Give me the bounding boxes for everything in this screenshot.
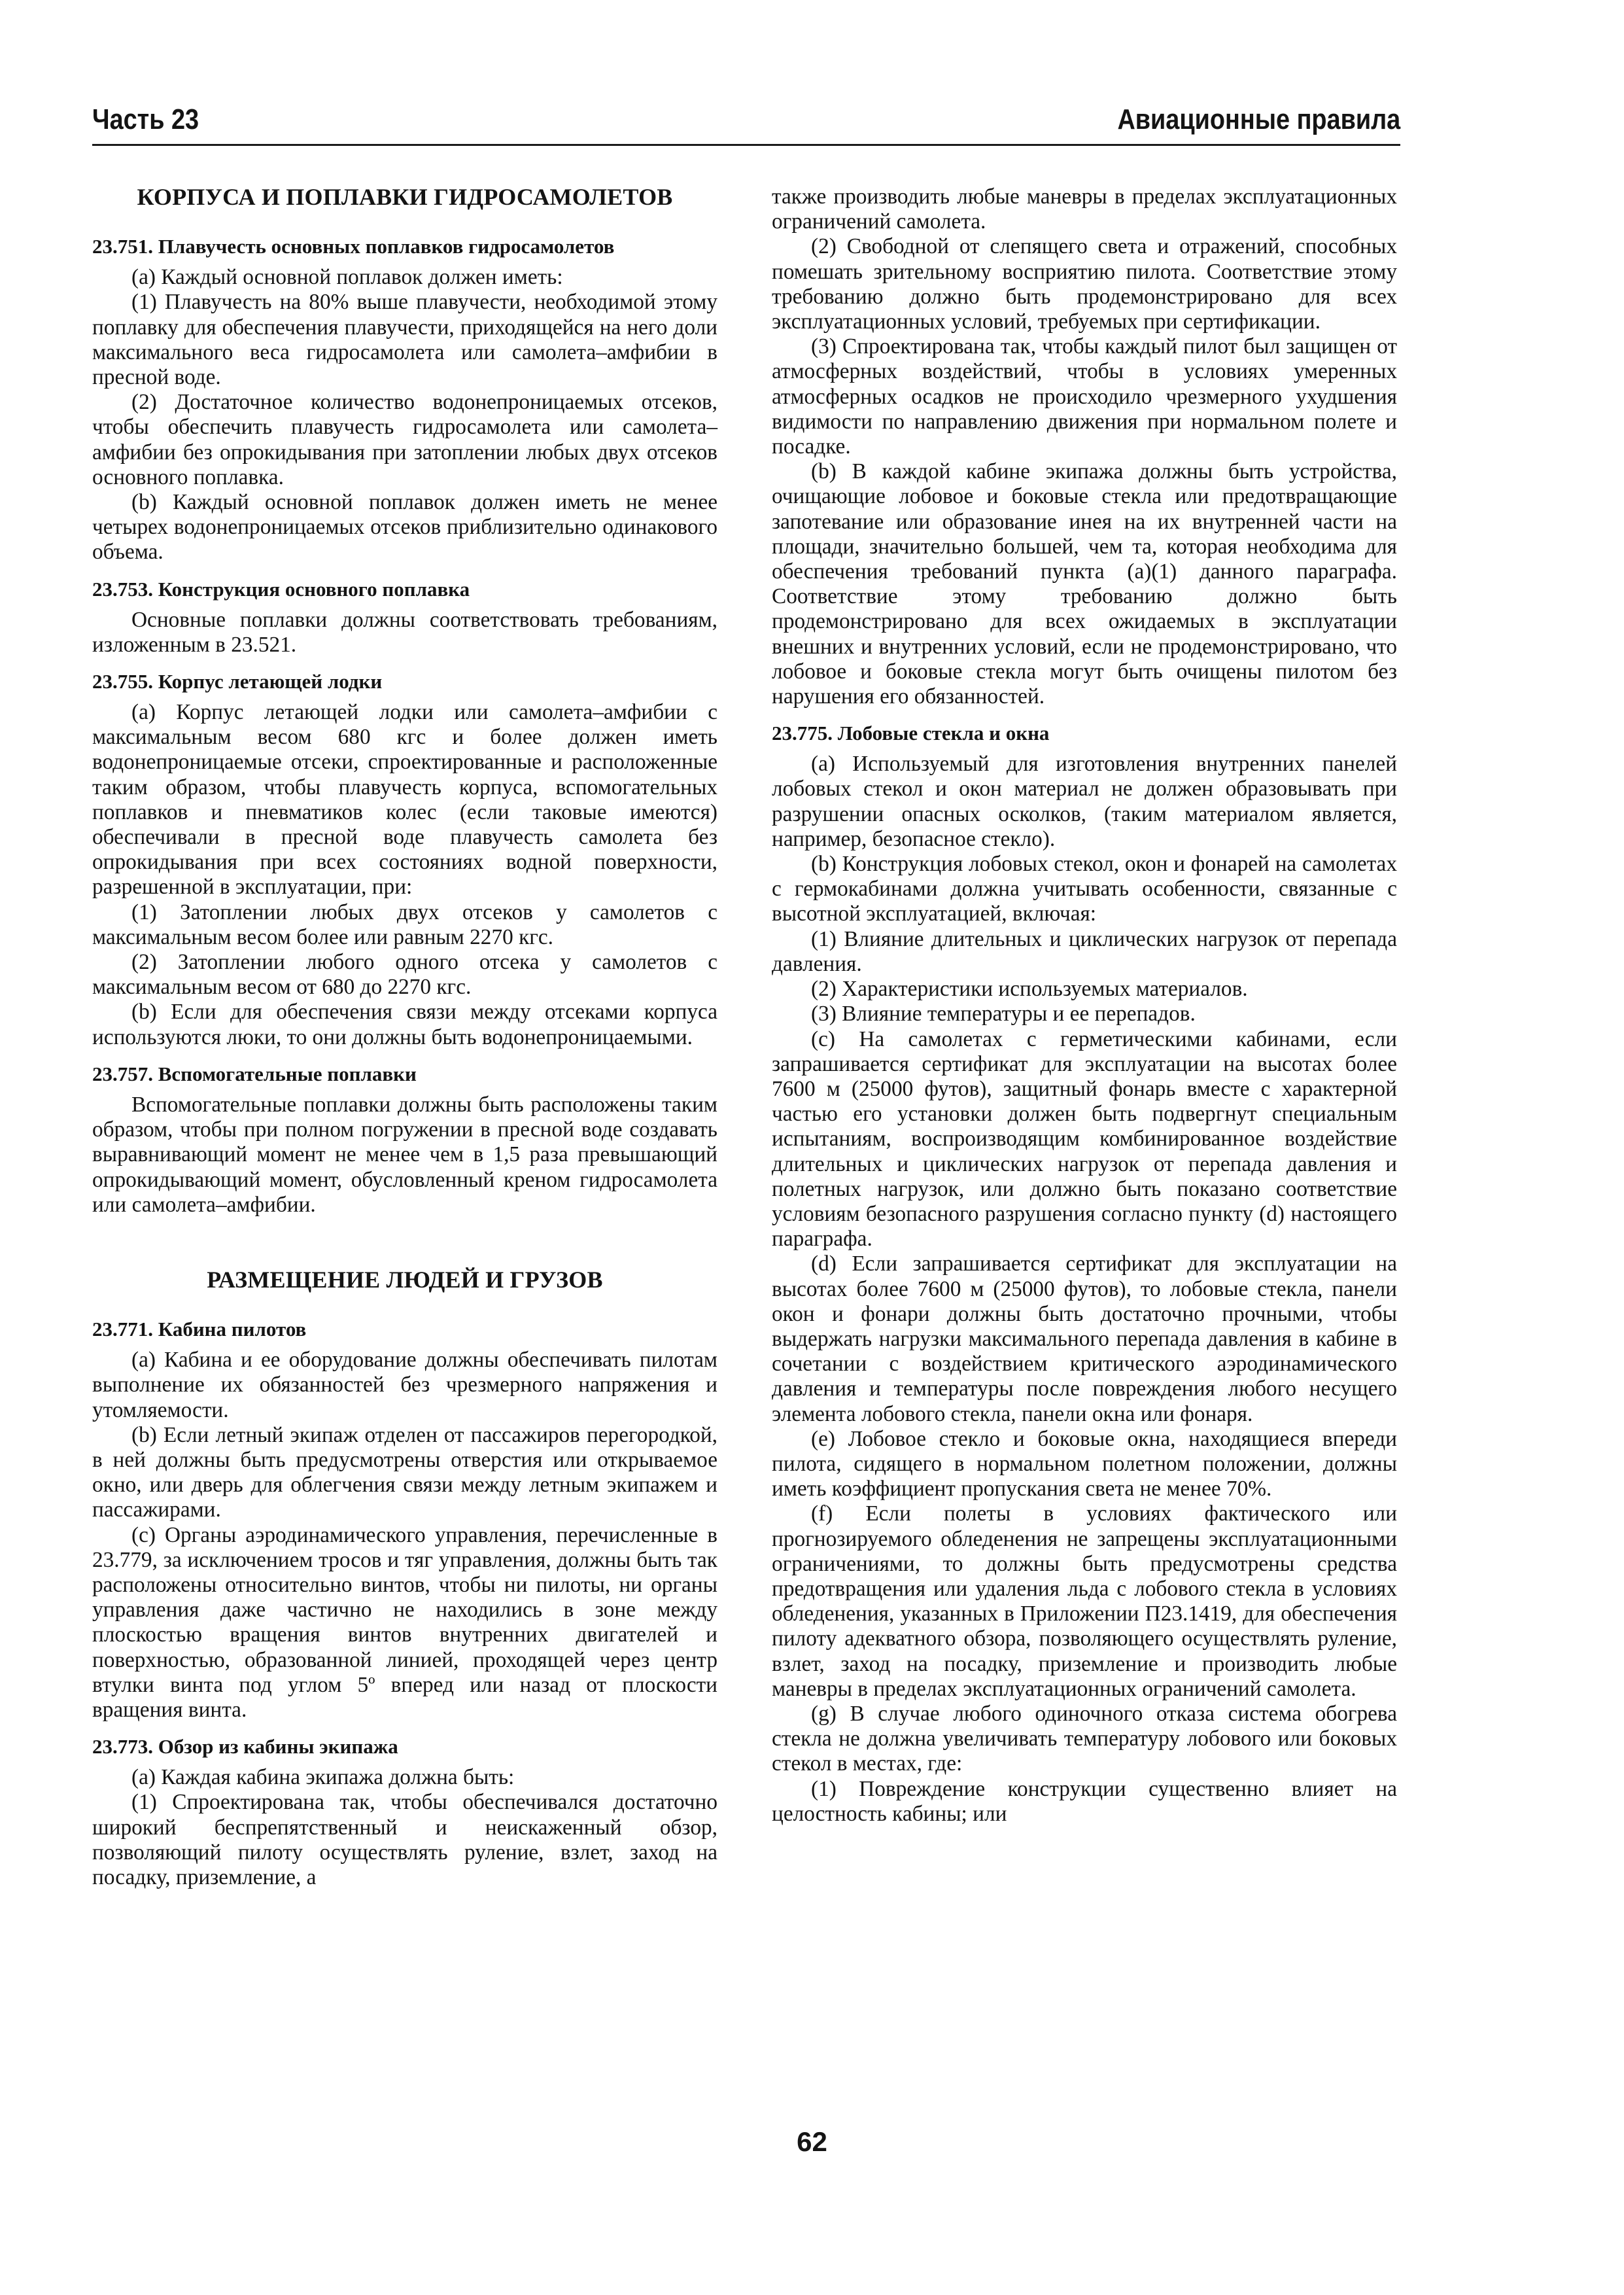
paragraph: (1) Влияние длительных и циклических нагрузок от перепада давления. xyxy=(772,926,1397,976)
paragraph: (а) Используемый для изготовления внутренних панелей лобовых стекол и окон материал не должен образовывать при разрушении опасных осколков, (таким материалом является, например, безопасное стекло). xyxy=(772,752,1397,851)
paragraph: (с) Органы аэродинамического управления, перечисленные в 23.779, за исключением тросов и тяг управления, должны быть так расположены относительно винтов, чтобы ни пилоты, ни органы управления даже частично не находились в зоне между плоскостью вращения винтов внутренних двигателей и поверхностью, образованной линией, проходящей через центр втулки винта под углом 5º вперед или назад от плоскости вращения винта. xyxy=(92,1522,717,1722)
paragraph: (g) В случае любого одиночного отказа система обогрева стекла не должна увеличивать температуру лобового или боковых стекол в местах, где: xyxy=(772,1701,1397,1776)
article-heading: 23.751. Плавучесть основных поплавков гидросамолетов xyxy=(92,235,615,258)
paragraph: (2) Свободной от слепящего света и отражений, способных помешать зрительному восприятию пилота. Соответствие этому требованию должно быть продемонстрировано для всех эксплуатационных условий, требуемых при сертификации. xyxy=(772,234,1397,334)
paragraph: (1) Плавучесть на 80% выше плавучести, необходимой этому поплавку для обеспечения плавучести, приходящейся на него доли максимального веса гидросамолета или самолета–амфибии в пресной воде. xyxy=(92,290,717,390)
paragraph: также производить любые маневры в пределах эксплуатационных ограничений самолета. xyxy=(772,184,1397,234)
paragraph: Вспомогательные поплавки должны быть расположены таким образом, чтобы при полном погружении в пресной воде создавать выравнивающий момент не менее чем в 1,5 раза превышающий опрокидывающий момент, обусловленный креном гидросамолета или самолета–амфибии. xyxy=(92,1092,717,1217)
page-number: 62 xyxy=(797,2126,827,2157)
document-title: Авиационные правила xyxy=(1117,103,1400,135)
paragraph: (3) Спроектирована так, чтобы каждый пилот был защищен от атмосферных воздействий, чтобы в условиях умеренных атмосферных осадков не происходило чрезмерного ухудшения видимости по направлению движения при нормальном полете и посадке. xyxy=(772,334,1397,459)
paragraph: (b) Если летный экипаж отделен от пассажиров перегородкой, в ней должны быть предусмотрены отверстия или открываемое окно, или дверь для облегчения связи между летным экипажем и пассажирами. xyxy=(92,1422,717,1522)
paragraph: (с) На самолетах с герметическими кабинами, если запрашивается сертификат для эксплуатации на высотах более 7600 м (25000 футов), защитный фонарь вместе с характерной частью его установки должен быть подвергнут специальным испытаниям, воспроизводящим комбинированное воздействие длительных и циклических нагрузок от перепада давления и полетных нагрузок, или должно быть показано соответствие условиям безопасного разрушения согласно пункту (d) настоящего параграфа. xyxy=(772,1026,1397,1252)
article-heading: 23.773. Обзор из кабины экипажа xyxy=(92,1735,398,1759)
paragraph: (f) Если полеты в условиях фактического или прогнозируемого обледенения не запрещены эксплуатационными ограничениями, то должны быть предусмотрены средства предотвращения или удаления льда с лобового стекла в условиях обледенения, указанных в Приложении П23.1419, для обеспечения пилоту адекватного обзора, позволяющего осуществлять руление, взлет, заход на посадку, приземление и производить любые маневры в пределах эксплуатационных ограничений самолета. xyxy=(772,1501,1397,1701)
paragraph: (2) Характеристики используемых материалов. xyxy=(811,977,1248,1002)
section-title: КОРПУСА И ПОПЛАВКИ ГИДРОСАМОЛЕТОВ xyxy=(137,184,673,210)
paragraph: (b) Каждый основной поплавок должен иметь не менее четырех водонепроницаемых отсеков приблизительно одинакового объема. xyxy=(92,490,717,565)
section-title: РАЗМЕЩЕНИЕ ЛЮДЕЙ И ГРУЗОВ xyxy=(207,1266,603,1293)
paragraph: (b) В каждой кабине экипажа должны быть устройства, очищающие лобовое и боковые стекла или предотвращающие запотевание или образование инея на их внутренней части на площади, значительно большей, чем та, которая необходима для обеспечения требований пункта (а)(1) данного параграфа. Соответствие этому требованию должно быть продемонстрировано для всех ожидаемых в эксплуатации внешних и внутренних условий, если не продемонстрировано, что лобовое и боковые стекла могут быть очищены пилотом без нарушения его обязанностей. xyxy=(772,459,1397,709)
paragraph: (а) Каждая кабина экипажа должна быть: xyxy=(131,1765,515,1790)
paragraph: (b) Конструкция лобовых стекол, окон и фонарей на самолетах с гермокабинами должна учитывать особенности, связанные с высотной эксплуатацией, включая: xyxy=(772,852,1397,926)
paragraph: (2) Достаточное количество водонепроницаемых отсеков, чтобы обеспечить плавучесть гидросамолета или самолета–амфибии без опрокидывания при затоплении любых двух отсеков основного поплавка. xyxy=(92,390,717,489)
article-heading: 23.755. Корпус летающей лодки xyxy=(92,670,383,693)
paragraph: (а) Каждый основной поплавок должен иметь: xyxy=(131,265,563,290)
article-heading: 23.753. Конструкция основного поплавка xyxy=(92,577,470,601)
paragraph: (1) Затоплении любых двух отсеков у самолетов с максимальным весом более или равным 2270 кгс. xyxy=(92,900,717,949)
paragraph: (а) Корпус летающей лодки или самолета–амфибии с максимальным весом 680 кгс и более должен иметь водонепроницаемые отсеки, спроектированные и расположенные таким образом, чтобы плавучесть корпуса, вспомогательных поплавков и пневматиков колес (если таковые имеются) обеспечивали в пресной воде плавучесть самолета без опрокидывания при всех состояниях водной поверхности, разрешенной в эксплуатации, при: xyxy=(92,700,717,900)
paragraph: (1) Повреждение конструкции существенно влияет на целостность кабины; или xyxy=(772,1776,1397,1826)
paragraph: (3) Влияние температуры и ее перепадов. xyxy=(811,1002,1196,1026)
paragraph: Основные поплавки должны соответствовать требованиям, изложенным в 23.521. xyxy=(92,607,717,657)
right-column xyxy=(772,184,1397,1827)
left-column xyxy=(92,184,717,1890)
part-label: Часть 23 xyxy=(92,103,199,135)
paragraph: (2) Затоплении любого одного отсека у самолетов с максимальным весом от 680 до 2270 кгс. xyxy=(92,950,717,1000)
article-heading: 23.771. Кабина пилотов xyxy=(92,1318,307,1341)
article-heading: 23.775. Лобовые стекла и окна xyxy=(772,722,1050,745)
paragraph: (е) Лобовое стекло и боковые окна, находящиеся впереди пилота, сидящего в нормальном полетном положении, должны иметь коэффициент пропускания света не менее 70%. xyxy=(772,1426,1397,1501)
paragraph: (1) Спроектирована так, чтобы обеспечивался достаточно широкий беспрепятственный и неискаженный обзор, позволяющий пилоту осуществлять руление, взлет, заход на посадку, приземление, а xyxy=(92,1790,717,1889)
article-heading: 23.757. Вспомогательные поплавки xyxy=(92,1062,417,1085)
paragraph: (d) Если запрашивается сертификат для эксплуатации на высотах более 7600 м (25000 футов), то лобовые стекла, панели окон и фонари должны быть достаточно прочными, чтобы выдержать нагрузки максимального перепада давления в кабине в сочетании с воздействием критического аэродинамического давления и температуры после повреждения любого несущего элемента лобового стекла, панели окна или фонаря. xyxy=(772,1252,1397,1426)
running-header xyxy=(92,98,1400,146)
paragraph: (а) Кабина и ее оборудование должны обеспечивать пилотам выполнение их обязанностей без чрезмерного напряжения и утомляемости. xyxy=(92,1348,717,1422)
paragraph: (b) Если для обеспечения связи между отсеками корпуса используются люки, то они должны быть водонепроницаемыми. xyxy=(92,1000,717,1049)
